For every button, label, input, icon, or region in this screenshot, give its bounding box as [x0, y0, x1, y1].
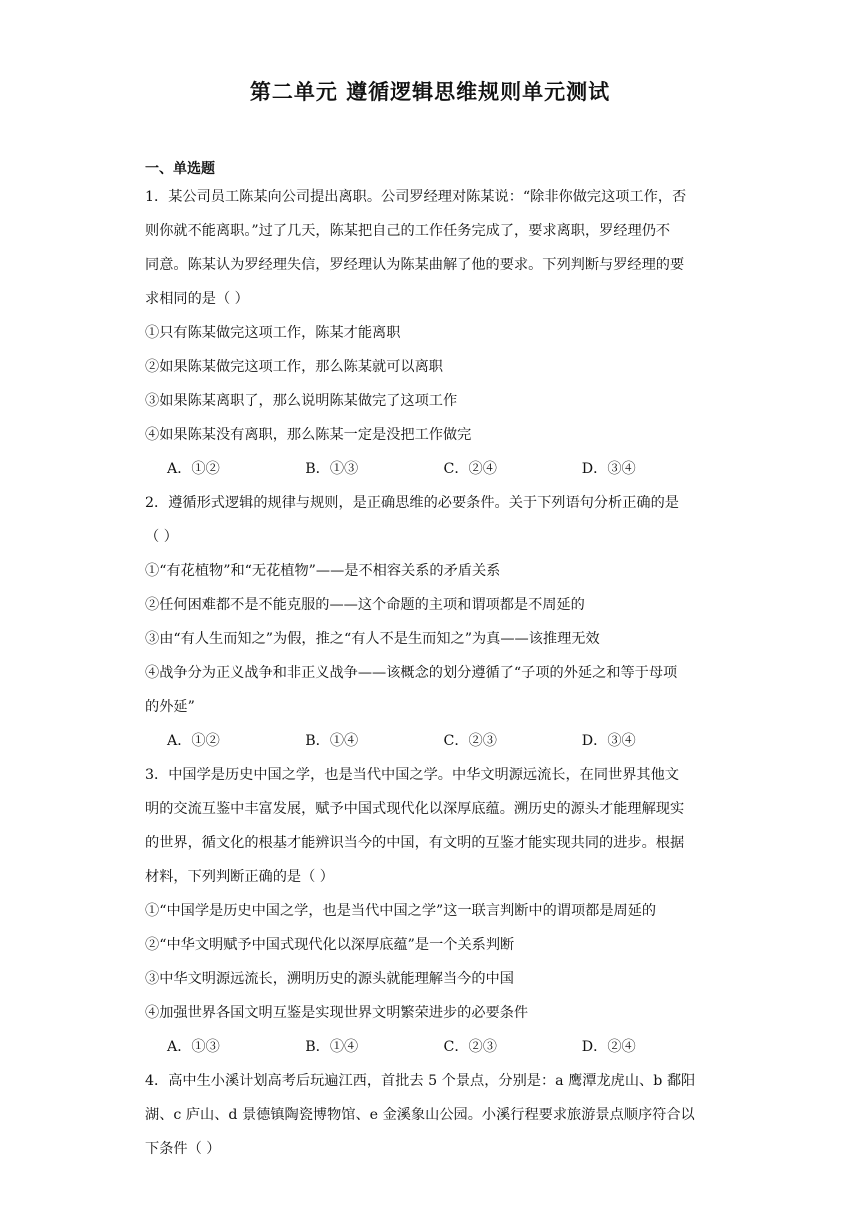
statement-item: ①“中国学是历史中国之学，也是当代中国之学”这一联言判断中的谓项都是周延的 — [145, 903, 657, 919]
question-3 — [145, 758, 720, 1064]
question-stem-line: 明的交流互鉴中丰富发展，赋予中国式现代化以深厚底蕴。溯历史的源头才能理解现实 — [145, 801, 685, 817]
question-stem-line: （ ） — [145, 529, 178, 545]
choice-c: C．②③ — [443, 733, 497, 749]
question-stem-line: 同意。陈某认为罗经理失信，罗经理认为陈某曲解了他的要求。下列判断与罗经理的要 — [145, 257, 685, 273]
answer-choices — [145, 1030, 720, 1064]
choice-c: C．②④ — [443, 461, 497, 477]
choice-a: A．①② — [167, 461, 220, 477]
question-4 — [145, 1064, 720, 1166]
question-stem-line: 则你就不能离职。”过了几天，陈某把自己的工作任务完成了，要求离职，罗经理仍不 — [145, 223, 671, 239]
choice-b: B．①④ — [305, 733, 359, 749]
statement-item: ③由“有人生而知之”为假，推之“有人不是生而知之”为真——该推理无效 — [145, 631, 600, 647]
choice-d: D．③④ — [581, 733, 636, 749]
question-stem-line: 3．中国学是历史中国之学，也是当代中国之学。中华文明源远流长，在同世界其他文 — [145, 767, 679, 783]
statement-item: ②任何困难都不是不能克服的——这个命题的主项和谓项都是不周延的 — [145, 597, 585, 613]
statement-item: 的外延” — [145, 699, 195, 715]
document-title: 第二单元 遵循逻辑思维规则单元测试 — [249, 80, 611, 104]
choice-d: D．③④ — [581, 461, 636, 477]
statement-item: ②“中华文明赋予中国式现代化以深厚底蕴”是一个关系判断 — [145, 937, 515, 953]
question-stem-line: 求相同的是（ ） — [145, 291, 249, 307]
section-heading: 一、单选题 — [145, 161, 215, 177]
choice-c: C．②③ — [443, 1039, 497, 1055]
statement-item: ①只有陈某做完这项工作，陈某才能离职 — [145, 325, 401, 341]
statement-item: ④加强世界各国文明互鉴是实现世界文明繁荣进步的必要条件 — [145, 1005, 529, 1021]
choice-b: B．①③ — [305, 461, 359, 477]
answer-choices — [145, 724, 720, 758]
question-stem-line: 的世界，循文化的根基才能辨识当今的中国，有文明的互鉴才能实现共同的进步。根据 — [145, 835, 685, 851]
question-stem-line: 湖、c 庐山、d 景德镇陶瓷博物馆、e 金溪象山公园。小溪行程要求旅游景点顺序符合以 — [145, 1107, 695, 1123]
choice-b: B．①④ — [305, 1039, 359, 1055]
statement-item: ③中华文明源远流长，溯明历史的源头就能理解当今的中国 — [145, 971, 514, 987]
answer-choices — [145, 452, 720, 486]
question-stem-line: 4．高中生小溪计划高考后玩遍江西，首批去 5 个景点，分别是：a 鹰潭龙虎山、b 鄱阳 — [145, 1073, 696, 1089]
statement-item: ③如果陈某离职了，那么说明陈某做完了这项工作 — [145, 393, 458, 409]
choice-a: A．①② — [167, 733, 220, 749]
question-stem-line: 2．遵循形式逻辑的规律与规则，是正确思维的必要条件。关于下列语句分析正确的是 — [145, 495, 679, 511]
questions-list — [145, 180, 720, 1166]
choice-a: A．①③ — [167, 1039, 220, 1055]
question-stem-line: 下条件（ ） — [145, 1141, 221, 1157]
question-stem-line: 1．某公司员工陈某向公司提出离职。公司罗经理对陈某说：“除非你做完这项工作，否 — [145, 189, 687, 205]
choice-d: D．②④ — [581, 1039, 636, 1055]
statement-item: ④如果陈某没有离职，那么陈某一定是没把工作做完 — [145, 427, 472, 443]
statement-item: ④战争分为正义战争和非正义战争——该概念的划分遵循了“子项的外延之和等于母项 — [145, 665, 678, 681]
question-stem-line: 材料，下列判断正确的是（ ） — [145, 869, 334, 885]
statement-item: ②如果陈某做完这项工作，那么陈某就可以离职 — [145, 359, 443, 375]
question-1 — [145, 180, 720, 486]
question-2 — [145, 486, 720, 758]
statement-item: ①“有花植物”和“无花植物”——是不相容关系的矛盾关系 — [145, 563, 501, 579]
